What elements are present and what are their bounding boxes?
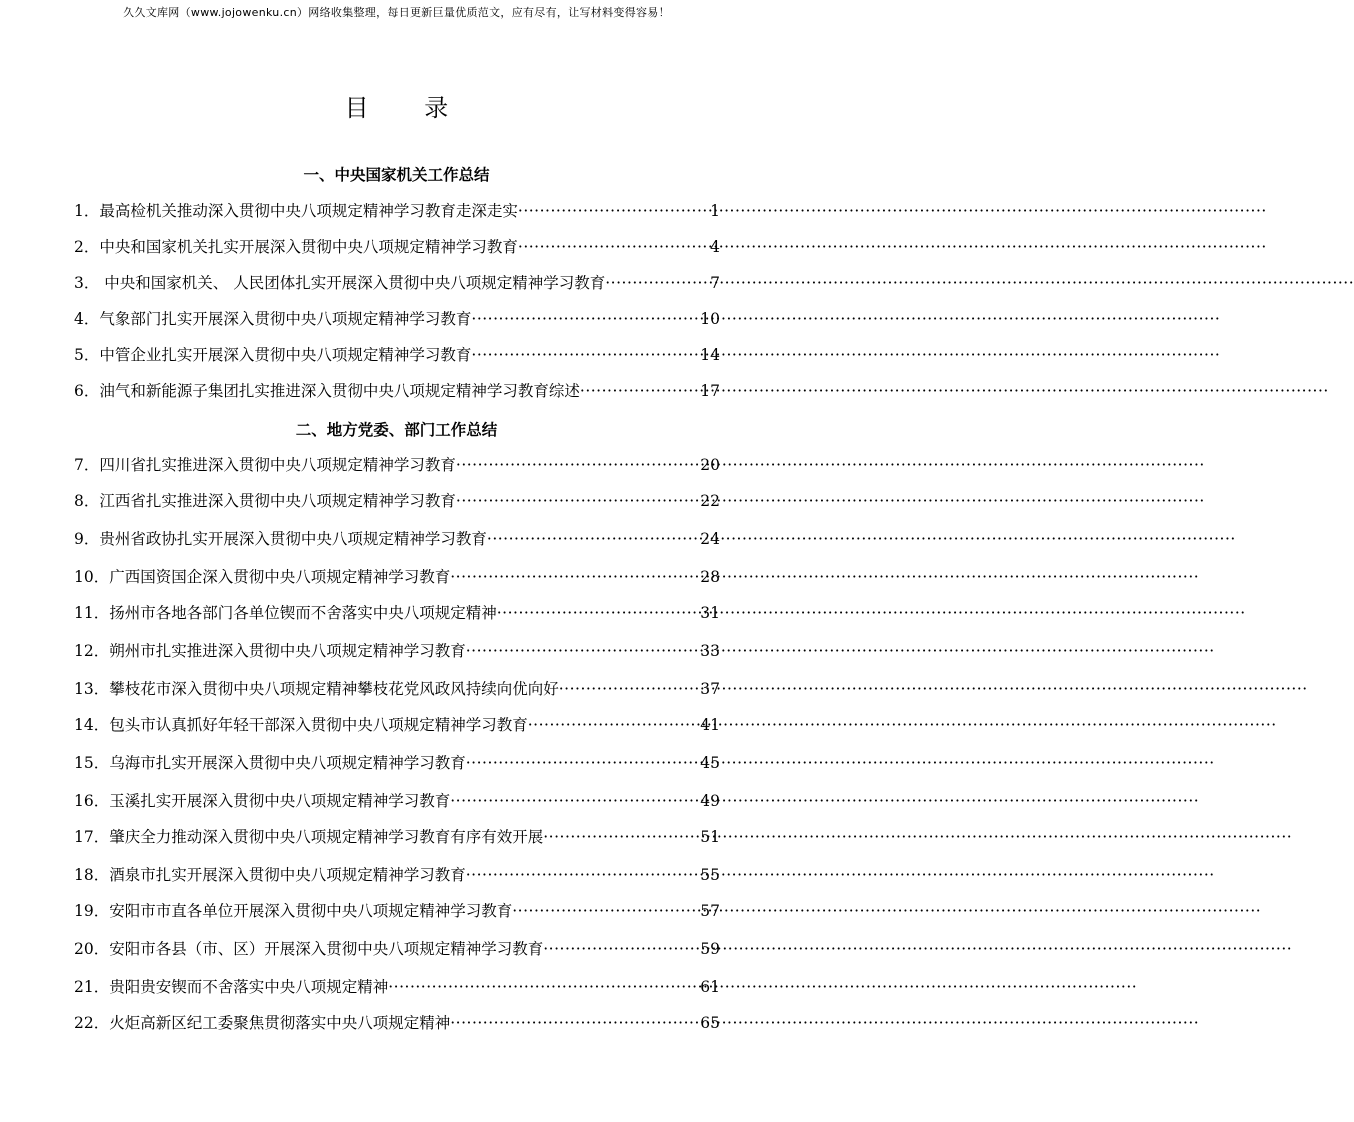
toc-number: 19．	[74, 902, 110, 920]
toc-entry[interactable]	[74, 489, 720, 511]
toc-page-number: 17	[700, 382, 720, 400]
dot-leader	[471, 346, 700, 364]
toc-number: 15．	[74, 754, 110, 772]
toc-entry[interactable]	[74, 975, 720, 997]
header-note: 久久文库网（www.jojowenku.cn）网络收集整理，每日更新巨量优质范文，应有尽有，让写材料变得容易！	[123, 6, 670, 19]
toc-title: 安阳市市直各单位开展深入贯彻中央八项规定精神学习教育	[109, 902, 513, 920]
toc-page-number: 4	[710, 238, 720, 256]
toc-page-number: 51	[700, 828, 720, 846]
toc-page-number: 22	[700, 492, 720, 510]
dot-leader	[471, 310, 700, 328]
toc-entry[interactable]	[74, 307, 720, 329]
toc-page-number: 10	[700, 310, 720, 328]
toc-page-number: 37	[700, 680, 720, 698]
toc-number: 4．	[74, 310, 100, 328]
toc-page-number: 57	[700, 902, 720, 920]
toc-page-number: 33	[700, 642, 720, 660]
toc-title: 中央和国家机关扎实开展深入贯彻中央八项规定精神学习教育	[99, 238, 518, 256]
toc-number: 12．	[74, 642, 110, 660]
dot-leader	[450, 1014, 700, 1032]
dot-leader	[450, 568, 700, 586]
toc-title: 安阳市各县（市、区）开展深入贯彻中央八项规定精神学习教育	[109, 940, 544, 958]
toc-title: 贵阳贵安锲而不舍落实中央八项规定精神	[109, 978, 389, 996]
toc-entry[interactable]	[74, 751, 720, 773]
toc-entry[interactable]	[74, 271, 720, 293]
toc-number: 3．	[74, 274, 100, 292]
toc-page-number: 61	[700, 978, 720, 996]
dot-leader	[466, 866, 701, 884]
dot-leader	[518, 202, 710, 220]
toc-number: 1．	[74, 202, 100, 220]
toc-number: 18．	[74, 866, 110, 884]
toc-title: 四川省扎实推进深入贯彻中央八项规定精神学习教育	[99, 456, 456, 474]
dot-leader	[456, 456, 700, 474]
toc-entry[interactable]	[74, 235, 720, 257]
toc-page-number: 7	[710, 274, 720, 292]
toc-title: 攀枝花市深入贯彻中央八项规定精神攀枝花党风政风持续向优向好	[109, 680, 559, 698]
toc-page-number: 41	[700, 716, 720, 734]
toc-entry[interactable]	[74, 565, 720, 587]
toc-page-number: 31	[700, 604, 720, 622]
toc-title: 中管企业扎实开展深入贯彻中央八项规定精神学习教育	[99, 346, 472, 364]
toc-entry[interactable]	[74, 713, 720, 735]
toc-number: 7．	[74, 456, 100, 474]
dot-leader	[605, 274, 710, 292]
toc-page-number: 24	[700, 530, 720, 548]
toc-title: 火炬高新区纪工委聚焦贯彻落实中央八项规定精神	[109, 1014, 451, 1032]
toc-title: 酒泉市扎实开展深入贯彻中央八项规定精神学习教育	[109, 866, 466, 884]
toc-title: 朔州市扎实推进深入贯彻中央八项规定精神学习教育	[109, 642, 466, 660]
toc-page-number: 49	[700, 792, 720, 810]
toc-entry[interactable]	[74, 937, 720, 959]
toc-entry[interactable]	[74, 639, 720, 661]
toc-number: 5．	[74, 346, 100, 364]
toc-number: 14．	[74, 716, 110, 734]
toc-page-number: 1	[710, 202, 720, 220]
dot-leader	[466, 642, 701, 660]
toc-number: 21．	[74, 978, 110, 996]
toc-title: 贵州省政协扎实开展深入贯彻中央八项规定精神学习教育	[99, 530, 487, 548]
toc-number: 22．	[74, 1014, 110, 1032]
toc-number: 16．	[74, 792, 110, 810]
dot-leader	[580, 382, 700, 400]
dot-leader	[388, 978, 700, 996]
dot-leader	[456, 492, 700, 510]
toc-number: 20．	[74, 940, 110, 958]
toc-entry[interactable]	[74, 899, 720, 921]
toc-title: 广西国资国企深入贯彻中央八项规定精神学习教育	[109, 568, 451, 586]
toc-title: 中央和国家机关、 人民团体扎实开展深入贯彻中央八项规定精神学习教育	[99, 274, 606, 292]
toc-entry[interactable]	[74, 789, 720, 811]
dot-leader	[543, 940, 700, 958]
toc-page-number: 20	[700, 456, 720, 474]
toc-entry[interactable]	[74, 825, 720, 847]
toc-title: 扬州市各地各部门各单位锲而不舍落实中央八项规定精神	[109, 604, 497, 622]
page-title: 目 录	[344, 94, 473, 122]
toc-page-number: 28	[700, 568, 720, 586]
toc-entry[interactable]	[74, 343, 720, 365]
dot-leader	[518, 238, 710, 256]
toc-title: 玉溪扎实开展深入贯彻中央八项规定精神学习教育	[109, 792, 451, 810]
dot-leader	[450, 792, 700, 810]
toc-entry[interactable]	[74, 863, 720, 885]
toc-number: 17．	[74, 828, 110, 846]
toc-number: 9．	[74, 530, 100, 548]
dot-leader	[559, 680, 701, 698]
toc-number: 13．	[74, 680, 110, 698]
toc-number: 6．	[74, 382, 100, 400]
section-heading-local: 二、地方党委、部门工作总结	[295, 421, 498, 439]
toc-page-number: 14	[700, 346, 720, 364]
section-heading-central: 一、中央国家机关工作总结	[303, 166, 490, 184]
toc-page-number: 45	[700, 754, 720, 772]
toc-page-number: 65	[700, 1014, 720, 1032]
toc-page-number: 55	[700, 866, 720, 884]
toc-title: 包头市认真抓好年轻干部深入贯彻中央八项规定精神学习教育	[109, 716, 528, 734]
toc-page-number: 59	[700, 940, 720, 958]
toc-title: 气象部门扎实开展深入贯彻中央八项规定精神学习教育	[99, 310, 472, 328]
toc-title: 乌海市扎实开展深入贯彻中央八项规定精神学习教育	[109, 754, 466, 772]
toc-number: 10．	[74, 568, 110, 586]
dot-leader	[543, 828, 700, 846]
toc-title: 江西省扎实推进深入贯彻中央八项规定精神学习教育	[99, 492, 456, 510]
toc-entry[interactable]	[74, 527, 720, 549]
toc-number: 2．	[74, 238, 100, 256]
toc-entry[interactable]	[74, 601, 720, 623]
dot-leader	[497, 604, 701, 622]
toc-title: 肇庆全力推动深入贯彻中央八项规定精神学习教育有序有效开展	[109, 828, 544, 846]
dot-leader	[466, 754, 701, 772]
dot-leader	[512, 902, 700, 920]
toc-title: 油气和新能源子集团扎实推进深入贯彻中央八项规定精神学习教育综述	[99, 382, 580, 400]
toc-entry[interactable]	[74, 453, 720, 475]
toc-entry[interactable]	[74, 1011, 720, 1033]
toc-entry[interactable]	[74, 199, 720, 221]
toc-number: 11．	[74, 604, 110, 622]
toc-title: 最高检机关推动深入贯彻中央八项规定精神学习教育走深走实	[99, 202, 518, 220]
toc-entry[interactable]	[74, 379, 720, 401]
dot-leader	[528, 716, 701, 734]
toc-number: 8．	[74, 492, 100, 510]
dot-leader	[487, 530, 700, 548]
toc-entry[interactable]	[74, 677, 720, 699]
